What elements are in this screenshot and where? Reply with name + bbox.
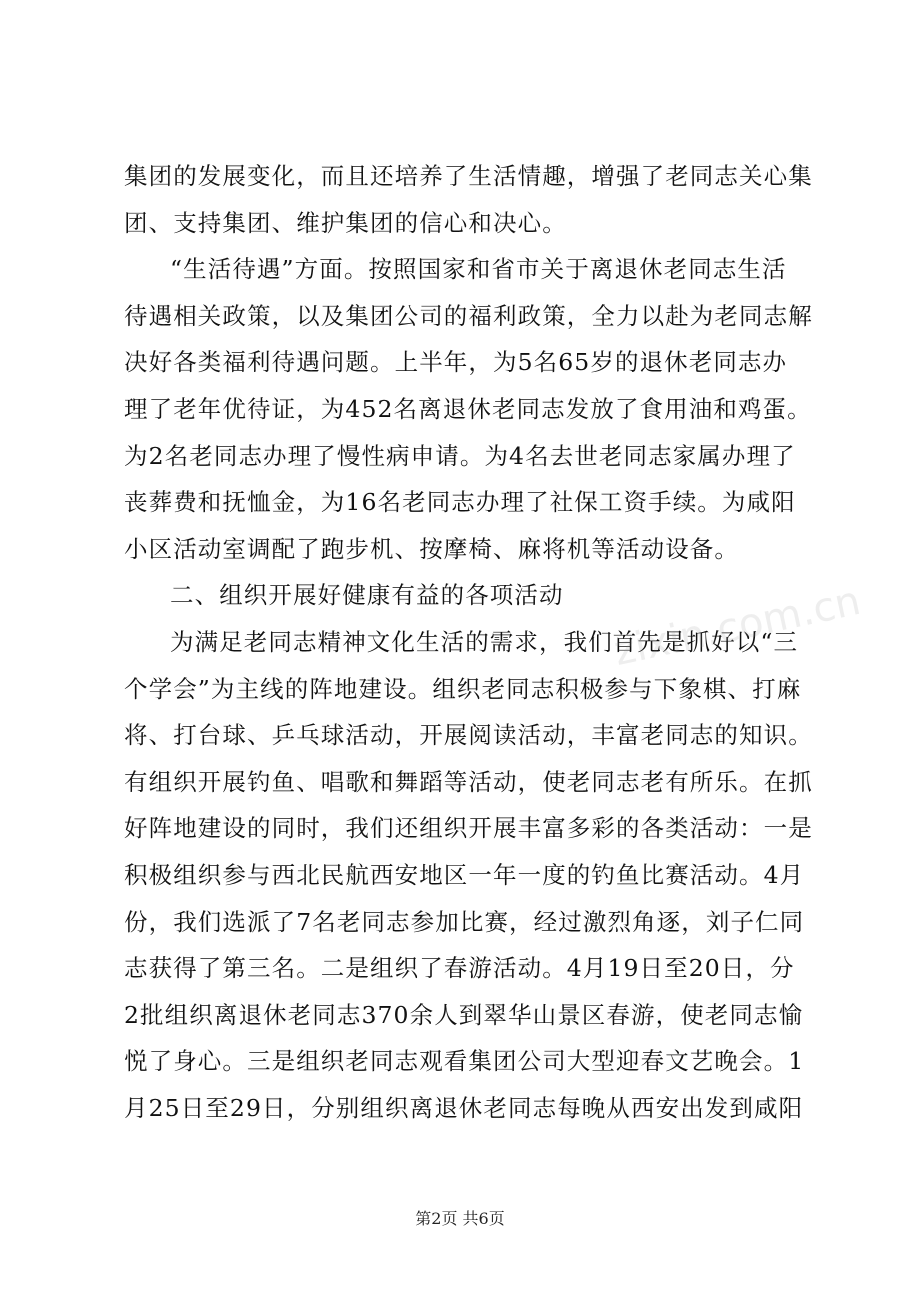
text-line: 待遇相关政策，以及集团公司的福利政策，全力以赴为老同志解 <box>124 301 813 330</box>
text-line: 为2名老同志办理了慢性病申请。为4名去世老同志家属办理了 <box>124 441 796 470</box>
text-line: 积极组织参与西北民航西安地区一年一度的钓鱼比赛活动。4月 <box>124 860 805 889</box>
text-line: 悦了身心。三是组织老同志观看集团公司大型迎春文艺晚会。1 <box>124 1047 805 1076</box>
text-line: 小区活动室调配了跑步机、按摩椅、麻将机等活动设备。 <box>124 534 739 563</box>
watermark: zixin.com.cn <box>610 577 865 675</box>
text-line: “生活待遇”方面。按照国家和省市关于离退休老同志生活 <box>170 255 787 284</box>
text-line: 有组织开展钓鱼、唱歌和舞蹈等活动，使老同志老有所乐。在抓 <box>124 767 813 796</box>
text-line: 决好各类福利待遇问题。上半年，为5名65岁的退休老同志办 <box>124 348 788 377</box>
text-line: 丧葬费和抚恤金，为16名老同志办理了社保工资手续。为咸阳 <box>124 488 796 517</box>
text-line: 集团的发展变化，而且还培养了生活情趣，增强了老同志关心集 <box>124 162 813 190</box>
text-line: 二、组织开展好健康有益的各项活动 <box>170 581 564 610</box>
text-line: 2批组织离退休老同志370余人到翠华山景区春游，使老同志愉 <box>124 1000 804 1029</box>
text-line: 团、支持集团、维护集团的信心和决心。 <box>124 208 567 237</box>
text-line: 理了老年优待证，为452名离退休老同志发放了食用油和鸡蛋。 <box>124 394 812 423</box>
text-line: 个学会”为主线的阵地建设。组织老同志积极参与下象棋、打麻 <box>124 674 802 703</box>
text-line: 志获得了第三名。二是组织了春游活动。4月19日至20日，分 <box>124 954 795 983</box>
text-line: 将、打台球、乒乓球活动，开展阅读活动，丰富老同志的知识。 <box>124 721 813 750</box>
page-footer: 第2页 共6页 <box>415 1209 505 1228</box>
text-line: 份，我们选派了7名老同志参加比赛，经过激烈角逐，刘子仁同 <box>124 907 805 936</box>
text-line: 好阵地建设的同时，我们还组织开展丰富多彩的各类活动：一是 <box>124 814 813 843</box>
text-line: 为满足老同志精神文化生活的需求，我们首先是抓好以“三 <box>170 627 799 656</box>
text-line: 月25日至29日，分别组织离退休老同志每晚从西安出发到咸阳 <box>124 1093 804 1122</box>
